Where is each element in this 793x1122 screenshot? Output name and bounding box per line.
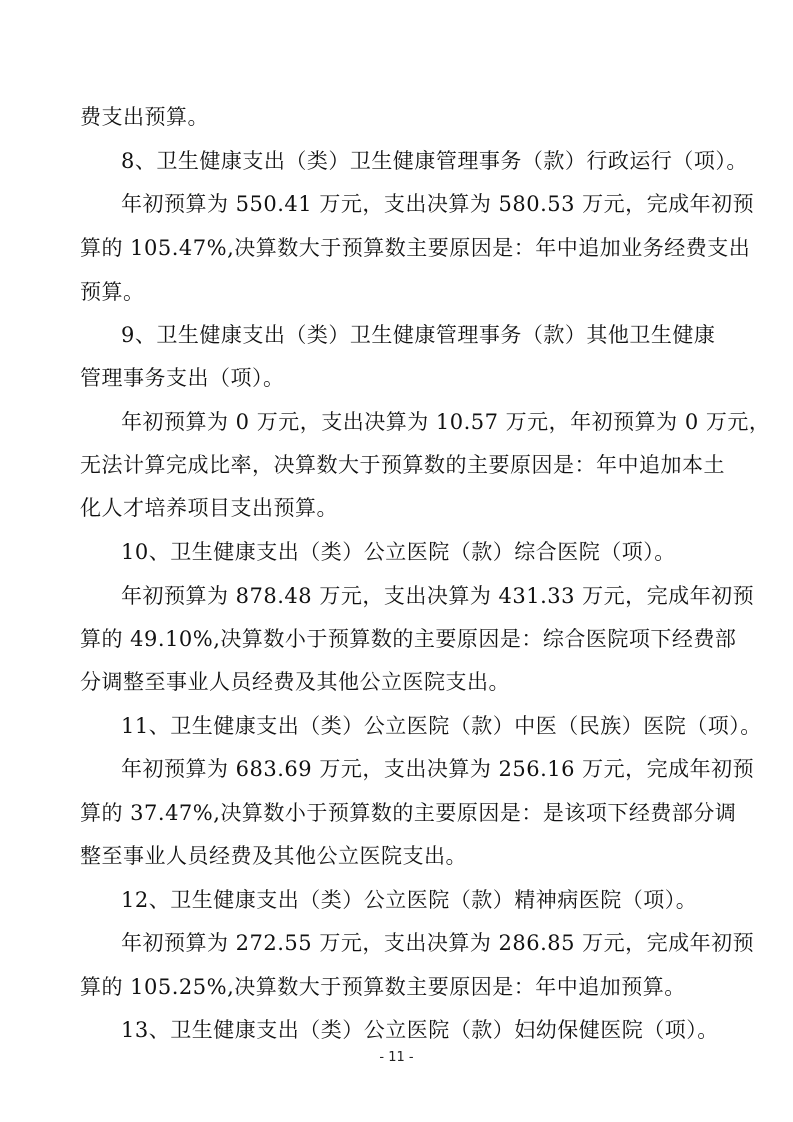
paragraph-line: 算的 105.47%,决算数大于预算数主要原因是：年中追加业务经费支出 (80, 236, 751, 260)
paragraph-line: 预算。 (80, 280, 145, 304)
paragraph-line: 年初预算为 0 万元，支出决算为 10.57 万元，年初预算为 0 万元， (121, 410, 771, 434)
paragraph-line: 算的 49.10%,决算数小于预算数的主要原因是：综合医院项下经费部 (80, 627, 737, 651)
section-heading: 10、卫生健康支出（类）公立医院（款）综合医院（项）。 (121, 540, 676, 564)
paragraph-line: 年初预算为 683.69 万元，支出决算为 256.16 万元，完成年初预 (121, 757, 755, 781)
paragraph-line: 年初预算为 878.48 万元，支出决算为 431.33 万元，完成年初预 (121, 584, 755, 608)
section-heading: 13、卫生健康支出（类）公立医院（款）妇幼保健医院（项）。 (121, 1018, 719, 1042)
section-heading: 11、卫生健康支出（类）公立医院（款）中医（民族）医院（项）。 (121, 714, 762, 738)
paragraph-line: 算的 37.47%,决算数小于预算数的主要原因是：是该项下经费部分调 (80, 801, 737, 825)
paragraph-line: 算的 105.25%,决算数大于预算数主要原因是：年中追加预算。 (80, 975, 686, 999)
section-heading: 12、卫生健康支出（类）公立医院（款）精神病医院（项）。 (121, 888, 698, 912)
paragraph-line: 无法计算完成比率，决算数大于预算数的主要原因是：年中追加本土 (80, 453, 725, 477)
paragraph-line: 年初预算为 272.55 万元，支出决算为 286.85 万元，完成年初预 (121, 931, 755, 955)
section-heading: 9、卫生健康支出（类）卫生健康管理事务（款）其他卫生健康 (121, 323, 716, 347)
section-heading: 8、卫生健康支出（类）卫生健康管理事务（款）行政运行（项）。 (121, 149, 748, 173)
paragraph-line: 年初预算为 550.41 万元，支出决算为 580.53 万元，完成年初预 (121, 192, 755, 216)
paragraph-line: 费支出预算。 (80, 105, 209, 129)
paragraph-line: 分调整至事业人员经费及其他公立医院支出。 (80, 670, 510, 694)
paragraph-line: 整至事业人员经费及其他公立医院支出。 (80, 844, 467, 868)
paragraph-line: 化人才培养项目支出预算。 (80, 496, 338, 520)
page-number: - 11 - (379, 1050, 414, 1065)
section-heading: 管理事务支出（项）。 (80, 366, 285, 390)
